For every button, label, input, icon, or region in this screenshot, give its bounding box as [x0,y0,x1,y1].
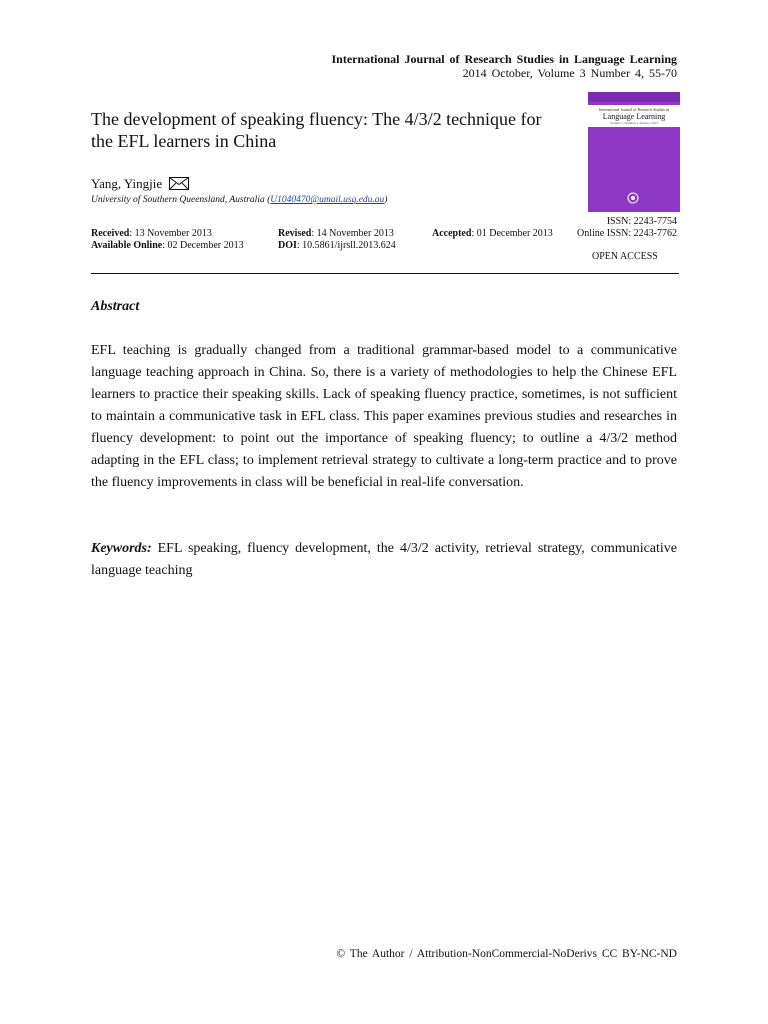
cover-logo-icon [626,192,640,204]
issn-block [577,216,677,240]
cover-band-line3: Volume 1 Number 1 January 2012 [609,121,659,125]
abstract-body: EFL teaching is gradually changed from a traditional grammar-based model to a communicative language teaching approach in China. So, there is a variety of methodologies to help the Chinese EFL learners to practice their speaking skills. Lack of speaking fluency practice, sometimes, is not sufficient to maintain a communicative task in EFL class. This paper examines previous studies and researches in fluency development: to point out the importance of speaking fluency; to outline a 4/3/2 method adapting in the EFL class; to implement retrieval strategy to cultivate a long-term practice and to prove the fluency improvements in class will be beneficial in real-life conversation. [91,343,677,490]
online-label: Available Online [91,240,163,251]
accepted-label: Accepted [432,228,472,239]
cover-title-band [588,105,680,127]
doi [278,240,396,252]
accepted-date [432,228,553,240]
revised-value: : 14 November 2013 [311,228,394,239]
keywords [91,538,677,582]
open-access-label: OPEN ACCESS [592,251,658,262]
header-divider [91,273,679,274]
journal-header [332,52,677,80]
abstract-heading: Abstract [91,299,140,314]
received-value: : 13 November 2013 [129,228,212,239]
accepted-value: : 01 December 2013 [471,228,553,239]
license-footer: © The Author / Attribution-NonCommercial-NoDerivs CC BY-NC-ND [336,948,677,960]
author-affiliation [91,194,387,206]
envelope-icon[interactable] [169,177,189,190]
journal-issue: 2014 October, Volume 3 Number 4, 55-70 [462,66,677,80]
cover-top-bar [588,92,680,102]
paper-title: The development of speaking fluency: The 4/3/2 technique for the EFL learners in China [91,109,542,151]
revised-label: Revised [278,228,312,239]
cover-band-line2: Language Learning [602,112,666,121]
issn-print: ISSN: 2243-7754 [606,216,677,227]
received-label: Received [91,228,130,239]
author-email-link[interactable]: U1040470@umail.usq.edu.au [270,195,385,205]
journal-cover-image [588,92,680,212]
author-name: Yang, Yingjie [91,176,163,191]
journal-name: International Journal of Research Studies in Language Learning [331,52,677,66]
online-date [91,240,244,252]
keywords-text: EFL speaking, fluency development, the 4/3/2 activity, retrieval strategy, communicative language teaching [91,541,677,578]
affiliation-close: ) [384,195,388,205]
keywords-label: Keywords: [91,541,152,556]
doi-label: DOI [278,240,297,251]
online-value: : 02 December 2013 [162,240,244,251]
author-line [91,176,189,192]
affiliation-text: University of Southern Queensland, Australia ( [91,195,271,205]
cover-band-line1: International Journal of Research Studies in [598,107,670,112]
received-date [91,228,212,240]
issn-online: Online ISSN: 2243-7762 [577,228,677,239]
revised-date [278,228,394,240]
doi-value[interactable]: : 10.5861/ijrsll.2013.624 [296,240,396,251]
